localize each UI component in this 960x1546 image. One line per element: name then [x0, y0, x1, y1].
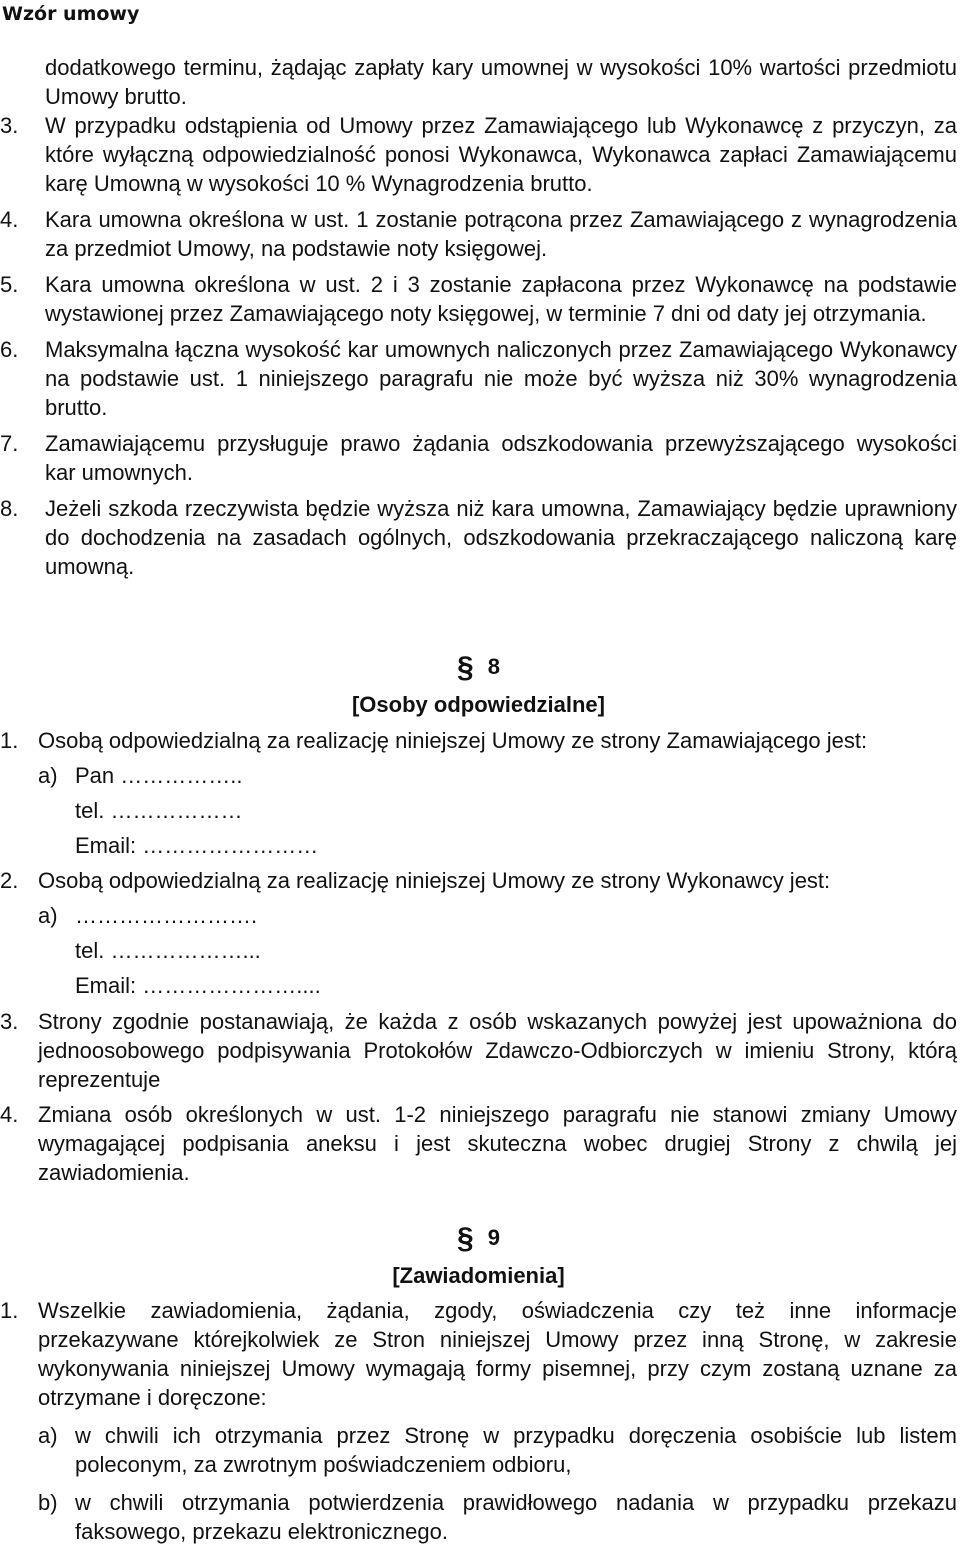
section-title: [Osoby odpowiedzialne] — [351, 692, 605, 717]
item-text: Jeżeli szkoda rzeczywista będzie wyższa niż kara umowna, Zamawiający będzie uprawniony do dochodzenia na zasadach ogólnych, odszkodowania przekraczającego naliczoną karę umowną. — [45, 496, 957, 579]
sub-item-a — [38, 1421, 957, 1479]
contact-phone: tel. ……………… — [75, 798, 243, 823]
list-item-4 — [0, 205, 957, 263]
list-item-3 — [0, 111, 957, 198]
sub-label: b) — [38, 1490, 58, 1515]
item-text: Kara umowna określona w ust. 1 zostanie potrącona przez Zamawiającego z wynagrodzenia za przedmiot Umowy, na podstawie noty księgowej. — [45, 207, 957, 261]
contractor-contact — [38, 901, 957, 930]
continued-paragraph: dodatkowego terminu, żądając zapłaty kary umownej w wysokości 10% wartości przedmiotu Umowy brutto. — [45, 55, 957, 109]
section-8-heading — [0, 652, 957, 719]
sub-text: w chwili otrzymania potwierdzenia prawidłowego nadania w przypadku przekazu faksowego, przekazu elektronicznego. — [75, 1490, 957, 1544]
sub-label: a) — [38, 1423, 58, 1448]
list-item-4 — [0, 1100, 957, 1187]
section-9-heading — [0, 1223, 957, 1290]
item-number: 4. — [0, 1102, 19, 1127]
sub-item-b — [38, 1488, 957, 1546]
section-title: [Zawiadomienia] — [392, 1263, 565, 1288]
notices-section — [0, 1296, 957, 1546]
item-number: 3. — [0, 1009, 19, 1034]
item-text: Maksymalna łączna wysokość kar umownych naliczonych przez Zamawiającego Wykonawcy na podstawie ust. 1 niniejszego paragrafu nie może być wyższa niż 30% wynagrodzenia brutto. — [45, 337, 957, 420]
paragraph-sign: § — [457, 651, 474, 684]
section-number: § 8 — [457, 651, 500, 684]
list-item-1 — [0, 1296, 957, 1412]
item-number: 1. — [0, 728, 19, 753]
list-item-3 — [0, 1007, 957, 1094]
contact-name: Pan …………….. — [75, 763, 243, 788]
section-number: § 9 — [457, 1222, 500, 1255]
sub-text: w chwili ich otrzymania przez Stronę w przypadku doręczenia osobiście lub listem poleconym, za zwrotnym poświadczeniem odbioru, — [75, 1423, 957, 1477]
contact-email: Email: ………………….... — [75, 973, 321, 998]
item-text: Osobą odpowiedzialną za realizację niniejszej Umowy ze strony Wykonawcy jest: — [38, 868, 831, 893]
penalties-section — [0, 53, 957, 581]
list-item-1 — [0, 726, 957, 755]
document-header: Wzór umowy — [2, 3, 140, 25]
item-number: 5. — [0, 272, 19, 297]
item-text: Wszelkie zawiadomienia, żądania, zgody, oświadczenia czy też inne informacje przekazywane którejkolwiek ze Stron niniejszej Umowy przez inną Stronę, w zakresie wykonywania niniejszej Umowy wymagają formy pisemnej, przy czym zostaną uznane za otrzymane i doręczone: — [38, 1298, 957, 1410]
item-number: 8. — [0, 496, 19, 521]
item-text: W przypadku odstąpienia od Umowy przez Zamawiającego lub Wykonawcę z przyczyn, za które wyłączną odpowiedzialność ponosi Wykonawca, Wykonawca zapłaci Zamawiającemu karę Umowną w wysokości 10 % Wynagrodzenia brutto. — [45, 113, 957, 196]
list-item-7 — [0, 429, 957, 487]
item-text: Kara umowna określona w ust. 2 i 3 zostanie zapłacona przez Wykonawcę na podstawie wystawionej przez Zamawiającego noty księgowej, w terminie 7 dni od daty jej otrzymania. — [45, 272, 957, 326]
item-number: 6. — [0, 337, 19, 362]
item-number: 2. — [0, 868, 19, 893]
item-text: Strony zgodnie postanawiają, że każda z osób wskazanych powyżej jest upoważniona do jednoosobowego podpisywania Protokołów Zdawczo-Odbiorczych w imieniu Strony, którą reprezentuje — [38, 1009, 957, 1092]
list-item-2 — [0, 866, 957, 895]
paragraph-sign: § — [457, 1222, 474, 1255]
item-number: 3. — [0, 113, 19, 138]
list-item-6 — [0, 335, 957, 422]
item-number: 4. — [0, 207, 19, 232]
list-item-8 — [0, 494, 957, 581]
item-text: Zamawiającemu przysługuje prawo żądania odszkodowania przewyższającego wysokości kar umownych. — [45, 431, 957, 485]
item-text: Zmiana osób określonych w ust. 1-2 niniejszego paragrafu nie stanowi zmiany Umowy wymagającej podpisania aneksu i jest skuteczna wobec drugiej Strony z chwilą jej zawiadomienia. — [38, 1102, 957, 1185]
contact-email: Email: …………………… — [75, 833, 319, 858]
responsible-persons-section — [0, 726, 957, 1187]
sub-label: a) — [38, 763, 58, 788]
client-contact — [38, 761, 957, 790]
sub-label: a) — [38, 903, 58, 928]
item-text: Osobą odpowiedzialną za realizację niniejszej Umowy ze strony Zamawiającego jest: — [38, 728, 868, 753]
contact-name: ……………………. — [75, 903, 258, 928]
contact-phone: tel. ………………... — [75, 938, 261, 963]
list-item-5 — [0, 270, 957, 328]
item-number: 7. — [0, 431, 19, 456]
item-number: 1. — [0, 1298, 19, 1323]
